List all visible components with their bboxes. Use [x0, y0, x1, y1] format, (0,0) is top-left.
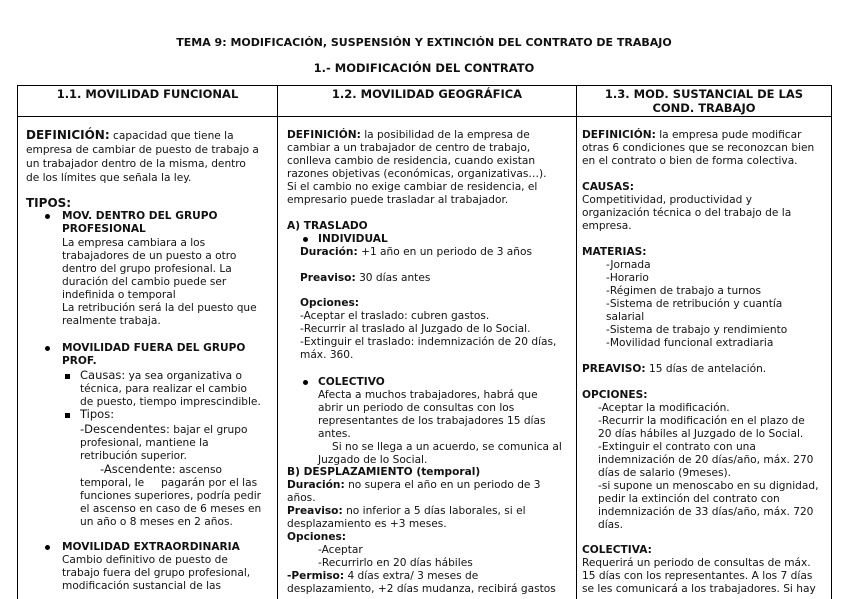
- list-item-text: Cambio definitivo de puesto de: [62, 554, 228, 566]
- list-item-text: Si no se llega a un acuerdo, se comunica al: [332, 441, 562, 453]
- definition-line: empresario puede trasladar al trabajador.: [287, 194, 509, 206]
- list-item-text: -Extinguir el traslado: indemnización de 20 días,: [300, 336, 557, 348]
- bullet-icon: [303, 237, 308, 242]
- list-item-text: empresa.: [582, 220, 632, 232]
- list-item-text: representantes de los trabajadores 15 días: [318, 415, 546, 427]
- list-item-title: MOV. DENTRO DEL GRUPO: [62, 210, 218, 222]
- list-item-text: de puesto, tiempo imprescindible.: [80, 396, 261, 408]
- list-item-title: PROF.: [62, 355, 97, 367]
- list-item-text: Duración: no supera el año en un periodo de 3: [287, 479, 541, 491]
- list-item-text: días de salario (9meses).: [598, 467, 732, 479]
- list-item-text: días.: [598, 519, 624, 531]
- list-item-text: 15 días con los representantes. A los 7 días: [582, 570, 813, 582]
- list-item-title: MOVILIDAD EXTRAORDINARIA: [62, 541, 240, 553]
- list-item-text: La empresa cambiara a los: [62, 237, 206, 249]
- list-item-text: Competitividad, productividad y: [582, 194, 753, 206]
- square-bullet-icon: [65, 413, 70, 418]
- list-item-text: Opciones:: [300, 297, 360, 309]
- list-item-text: Requerirá un periodo de consultas de máx.: [582, 557, 811, 569]
- list-item-text: 20 días hábiles al Juzgado de lo Social.: [598, 428, 804, 440]
- list-item-text: -Aceptar la modificación.: [598, 402, 730, 414]
- list-item-text: funciones superiores, podría pedir: [80, 490, 262, 502]
- definition-line: empresa de cambiar de puesto de trabajo a: [26, 144, 259, 156]
- list-item-text: La retribución será la del puesto que: [62, 302, 257, 314]
- list-item-text: Duración: +1 año en un periodo de 3 años: [300, 246, 533, 258]
- definition-line: otras 6 condiciones que se reconozcan bien: [582, 142, 815, 154]
- list-item-text: desplazamiento, +2 días mudanza, recibirá gastos: [287, 583, 556, 595]
- list-item-text: pedir la extinción del contrato con: [598, 493, 780, 505]
- list-item-text: organización técnica o del trabajo de la: [582, 207, 792, 219]
- definition-line: DEFINICIÓN: la posibilidad de la empresa de: [287, 129, 530, 141]
- list-item-text: modificación sustancial de las: [62, 580, 222, 592]
- list-item-text: indemnización de 33 días/año, máx. 720: [598, 506, 814, 518]
- tipos-heading: TIPOS:: [26, 196, 72, 210]
- list-item-text: -Extinguir el contrato con una: [598, 441, 756, 453]
- definition-line: Si el cambio no exige cambiar de residencia, el: [287, 181, 538, 193]
- list-item-text: -Aceptar: [318, 544, 363, 556]
- list-item-text: indemnización de 20 días/año, máx. 270: [598, 454, 814, 466]
- document-title: TEMA 9: MODIFICACIÓN, SUSPENSIÓN Y EXTINCIÓN DEL CONTRATO DE TRABAJO: [176, 36, 672, 49]
- list-item-text: Causas: ya sea organizativa o: [80, 368, 242, 382]
- bullet-icon: [45, 214, 50, 219]
- list-item-text: -Ascendente: ascenso: [100, 462, 223, 476]
- definition-line: DEFINICIÓN: la empresa pude modificar: [582, 129, 802, 141]
- list-item-text: técnica, para realizar el cambio: [80, 383, 248, 395]
- column-header-movilidad-funcional: 1.1. MOVILIDAD FUNCIONAL: [56, 87, 239, 101]
- bullet-icon: [45, 346, 50, 351]
- list-item-text: -Descendentes: bajar el grupo: [80, 422, 248, 436]
- list-item-text: Juzgado de lo Social.: [318, 454, 428, 466]
- list-item-text: temporal, le pagarán por el las: [80, 477, 258, 489]
- list-item-text: Preaviso: 30 días antes: [300, 272, 431, 284]
- section-heading: B) DESPLAZAMIENTO (temporal): [287, 466, 481, 478]
- list-item-text: antes.: [318, 428, 351, 440]
- list-item-text: Afecta a muchos trabajadores, habrá que: [318, 389, 538, 401]
- list-item-title: PROFESIONAL: [62, 223, 146, 235]
- definition-line: cambiar a un trabajador de centro de trabajo,: [287, 142, 531, 154]
- list-item-text: el ascenso en caso de 6 meses en: [80, 503, 262, 515]
- list-item-text: -Recurrir al traslado al Juzgado de lo Social.: [300, 323, 531, 335]
- list-item-text: años.: [287, 492, 316, 504]
- section-heading: A) TRASLADO: [287, 220, 368, 232]
- definition-line: DEFINICIÓN: capacidad que tiene la: [26, 128, 234, 142]
- list-item-text: salarial: [606, 311, 645, 323]
- list-item-text: -Jornada: [606, 259, 651, 271]
- list-item-text: máx. 360.: [300, 349, 354, 361]
- list-item-text: duración del cambio puede ser: [62, 276, 227, 288]
- section-heading: CAUSAS:: [582, 181, 634, 193]
- list-item-title: INDIVIDUAL: [318, 233, 388, 245]
- section-title: 1.- MODIFICACIÓN DEL CONTRATO: [313, 61, 535, 75]
- list-item-text: -Horario: [606, 272, 649, 284]
- list-item-text: -si supone un menoscabo en su dignidad,: [598, 480, 819, 492]
- bullet-icon: [45, 545, 50, 550]
- definition-line: en el contrato o bien de forma colectiva.: [582, 155, 798, 167]
- section-heading: COLECTIVA:: [582, 544, 652, 556]
- list-item-text: abrir un periodo de consultas con los: [318, 402, 515, 414]
- list-item-text: se les comunicará a los trabajadores. Si hay: [582, 583, 816, 595]
- list-item-text: indefinida o temporal: [62, 289, 176, 301]
- definition-line: de los límites que señala la ley.: [26, 172, 192, 184]
- list-item-text: un año o 8 meses en 2 años.: [80, 516, 233, 528]
- list-item-title: MOVILIDAD FUERA DEL GRUPO: [62, 342, 246, 354]
- section-heading: MATERIAS:: [582, 246, 647, 258]
- list-item-text: PREAVISO: 15 días de antelación.: [582, 363, 767, 375]
- definition-line: conlleva cambio de residencia, cuando existan: [287, 155, 536, 167]
- list-item-text: -Permiso: 4 días extra/ 3 meses de: [287, 570, 479, 582]
- list-item-text: -Recurrirlo en 20 días hábiles: [318, 557, 473, 569]
- list-item-text: dentro del grupo profesional. La: [62, 263, 232, 275]
- list-item-title: COLECTIVO: [318, 376, 385, 388]
- column-header-mod-sustancial: 1.3. MOD. SUSTANCIAL DE LAS: [604, 87, 804, 101]
- list-item-text: -Sistema de trabajo y rendimiento: [606, 324, 788, 336]
- list-item-text: -Régimen de trabajo a turnos: [606, 285, 762, 297]
- list-item-text: trabajadores de un puesto a otro: [62, 250, 237, 262]
- list-item-text: desplazamiento es +3 meses.: [287, 518, 447, 530]
- list-item-text: realmente trabaja.: [62, 315, 161, 327]
- list-item-text: Opciones:: [287, 531, 347, 543]
- list-item-text: profesional, mantiene la: [80, 437, 209, 449]
- list-item-text: -Aceptar el traslado: cubren gastos.: [300, 310, 490, 322]
- definition-line: un trabajador dentro de la misma, dentro: [26, 158, 246, 170]
- column-header-movilidad-geografica: 1.2. MOVILIDAD GEOGRÁFICA: [331, 87, 523, 101]
- list-item-text: -Recurrir la modificación en el plazo de: [598, 415, 805, 427]
- list-item-text: trabajo fuera del grupo profesional,: [62, 567, 251, 579]
- list-item-text: Tipos:: [80, 407, 115, 421]
- square-bullet-icon: [65, 374, 70, 379]
- list-item-text: Preaviso: no inferior a 5 días laborales, si el: [287, 505, 526, 517]
- bullet-icon: [303, 380, 308, 385]
- list-item-text: -Sistema de retribución y cuantía: [606, 298, 783, 310]
- definition-line: razones objetivas (económicas, organizativas…).: [287, 168, 547, 180]
- list-item-text: retribución superior.: [80, 450, 187, 462]
- section-heading: OPCIONES:: [582, 389, 648, 401]
- list-item-text: -Movilidad funcional extradiaria: [606, 337, 774, 349]
- column-header-mod-sustancial-line2: COND. TRABAJO: [652, 101, 756, 115]
